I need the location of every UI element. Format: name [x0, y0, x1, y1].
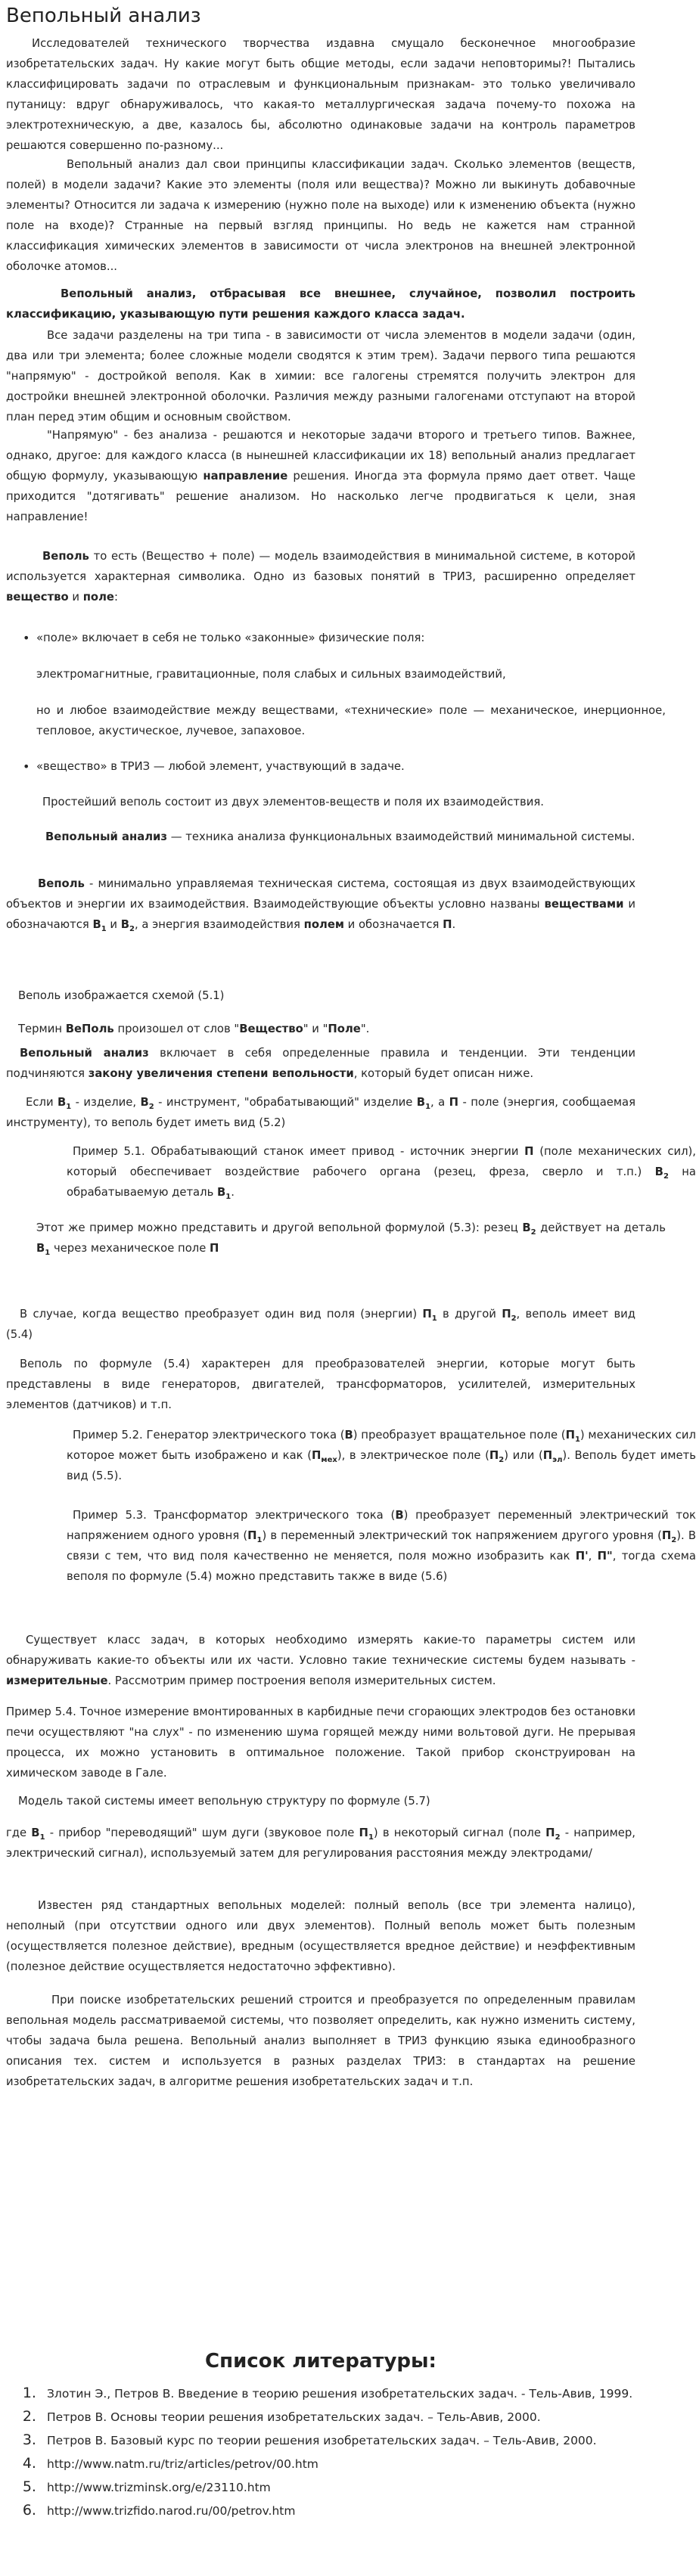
final-paragraph: При поиске изобретательских решений строится и преобразуется по определенным правилам вепольная модель рассматриваемой системы, что позволяет определить, как нужно изменить систему, чтобы задача была решена. Вепольный анализ выполняет в ТРИЗ функцию языка единообразного описания тех. систем и используется в разных разделах ТРИЗ: в стандартах на решение изобретательских задач, в алгоритме решения изобретательских задач и т.п.: [6, 1994, 635, 2088]
example-5-2: [6, 1425, 696, 1486]
example-5-1: [6, 1141, 696, 1203]
text-run: и обозначается: [343, 918, 443, 931]
intro-paragraph-2: Вепольный анализ дал свои принципы классификации задач. Сколько элементов (веществ, полей) в модели задачи? Какие это элементы (поля или вещества)? Можно ли выкинуть добавочные элементы? Относится ли задача к измерению (нужно поле на выходе) или к изменению объекта (нужно поле на входе)? Странные на первый взгляд принципы. Но ведь не кажется нам странной классификация химических элементов в зависимости от числа электронов на внешней электронной оболочке атомов...: [6, 158, 635, 273]
text-run: - инструмент, "обрабатывающий" изделие: [154, 1096, 417, 1109]
where-paragraph: [6, 1823, 635, 1864]
text-run: и: [106, 918, 121, 931]
text-run: Существует класс задач, в которых необходимо измерять какие-то параметры систем или обнаруживать какие-то объекты или их части. Условно такие технические системы будем называть -: [6, 1634, 635, 1667]
text-run: Пример 5.3. Трансформатор электрического тока (: [73, 1509, 396, 1522]
p2-symbol: [545, 1826, 561, 1842]
pel-symbol: [543, 1449, 563, 1462]
text-run: где: [6, 1826, 32, 1839]
field-list-line-3: но и любое взаимодействие между веществами, «технические» поле — механическое, инерционное, тепловое, акустическое, лучевое, запаховое.: [36, 704, 666, 737]
symbol-letter: B: [36, 1242, 45, 1255]
symbol-letter: B: [57, 1096, 67, 1109]
b1-symbol: [92, 918, 106, 931]
symbol-letter: B: [654, 1165, 663, 1178]
references-list: [6, 2382, 635, 2522]
p1-symbol: [422, 1308, 437, 1321]
symbol-letter: П: [422, 1308, 432, 1321]
text-run: :: [113, 591, 118, 604]
example-5-4: Пример 5.4. Точное измерение вмонтированных в карбидные печи сгорающих электродов без остановки печи осуществляют "на слух" - по изменению шума горящей между ними вольтовой дуги. Не прерывая процесса, их можно установить в оптимальное положение. Такой прибор сконструирован на химическом заводе в Гале.: [6, 1705, 635, 1780]
symbol-letter: П: [661, 1529, 672, 1542]
references-heading: Список литературы:: [205, 2350, 437, 2373]
list-item: [6, 756, 635, 777]
symbol-letter: П: [312, 1449, 322, 1462]
text-run: , а: [430, 1096, 449, 1109]
text-run: Этот же пример можно представить и другой вепольной формулой (5.3): резец: [36, 1221, 523, 1234]
b2-symbol: [141, 1096, 154, 1109]
substances-term: веществами: [544, 898, 624, 911]
text-run: то есть (Вещество + поле) — модель взаимодействия в минимальной системе, в которой используется характерная символика. Одно из базовых понятий в ТРИЗ, расширенно определяет: [6, 550, 635, 583]
substance-word: Вещество: [239, 1023, 303, 1035]
intro-paragraph-3-bold: Вепольный анализ, отбрасывая все внешнее, случайное, позволил построить классификацию, указывающую пути решения каждого класса задач.: [6, 287, 635, 321]
symbol-letter: B: [416, 1096, 426, 1109]
symbol-letter: B: [217, 1186, 226, 1199]
symbol-subscript: 2: [148, 1102, 154, 1111]
text-run: в другой: [437, 1308, 502, 1321]
text-run: и: [68, 591, 83, 604]
symbol-subscript: 2: [671, 1535, 677, 1544]
b1-symbol: [57, 1096, 71, 1109]
text-run: , веполь имеет вид (5.4): [6, 1308, 636, 1341]
symbol-letter: П: [489, 1449, 499, 1462]
b2-symbol: [522, 1221, 536, 1237]
text-run: .: [452, 918, 456, 931]
scheme-5-1: Веполь изображается схемой (5.1): [18, 989, 225, 1002]
text-run: и обозначаются: [6, 898, 635, 931]
text-run: - поле (энергия, сообщаемая инструменту), то веполь будет иметь вид (5.2): [6, 1096, 635, 1129]
law-term: закону увеличения степени вепольности: [88, 1067, 354, 1080]
symbol-letter: П: [359, 1826, 368, 1839]
symbol-subscript: 1: [66, 1102, 72, 1111]
text-run: - минимально управляемая техническая система, состоящая из двух взаимодействующих объектов и энергии их взаимодействия. Взаимодействующие объекты условно названы: [6, 877, 635, 911]
symbol-letter: B: [140, 1096, 149, 1109]
veopol-word: ВеПоль: [65, 1023, 114, 1035]
example-5-3: [6, 1505, 696, 1587]
page-title: Вепольный анализ: [6, 5, 201, 27]
text-run: ), в электрическое поле (: [337, 1449, 489, 1462]
term-origin: [6, 1019, 648, 1039]
text-run: ) преобразует вращательное поле (: [353, 1429, 566, 1442]
p-symbol: П: [524, 1145, 534, 1158]
field-term: полем: [303, 918, 344, 931]
substance-term: вещество: [6, 591, 69, 604]
b1-symbol: [217, 1186, 231, 1199]
symbol-letter: B: [92, 918, 101, 931]
p1-symbol: [247, 1529, 262, 1542]
reference-item: 3. Петров В. Базовый курс по теории решения изобретательских задач. – Тель-Авив, 2000.: [41, 2429, 635, 2452]
veopol-term: Веполь: [38, 877, 85, 890]
text-run: ). Веполь будет иметь вид (5.5).: [67, 1449, 696, 1482]
text-run: — техника анализа функциональных взаимодействий минимальной системы.: [167, 830, 635, 843]
veopol-definition-paragraph: [6, 546, 635, 607]
text-run: ). В связи с тем, что вид поля качественно не меняется, поля можно изобразить как: [67, 1529, 696, 1563]
text-run: включает в себя определенные правила и тенденции. Эти тенденции подчиняются: [6, 1047, 635, 1080]
symbol-subscript: 2: [555, 1833, 561, 1842]
example-5-1-formula-5-3: [6, 1218, 666, 1259]
standard-models: Известен ряд стандартных вепольных моделей: полный веполь (все три элемента налицо), неполный (при отсутствии одного или двух элементов). Полный веполь может быть полезным (осуществляется полезное действие), вредным (осуществляется вредное действие) и неэффективным (полезное действие осуществляется недостаточно эффективно).: [6, 1899, 635, 1973]
text-run: , тогда схема веполя по формуле (5.4) можно представить также в виде (5.6): [67, 1550, 696, 1583]
p-symbol: П: [449, 1096, 459, 1109]
b-symbol: B: [395, 1509, 404, 1522]
text-run: - прибор "переводящий" шум дуги (звуковое поле: [45, 1826, 359, 1839]
p2-symbol: [489, 1449, 504, 1462]
reference-link[interactable]: 6. http://www.trizfido.narod.ru/00/petrov.htm: [41, 2499, 635, 2522]
text-run: Если: [26, 1096, 57, 1109]
b1-symbol: [417, 1096, 430, 1109]
measure-paragraph: [6, 1630, 635, 1691]
intro-paragraph-1: Исследователей технического творчества издавна смущало бесконечное многообразие изобретательских задач. Ну какие могут быть общие методы, если задачи неповторимы?! Пытались классифицировать задачи по отраслевым и функциональным признакам- это только увеличивало путаницу: вдруг обнаруживалось, что какая-то металлургическая задача почему-то похожа на электротехническую, а две, казалось бы, абсолютно одинаковые задачи на контроль параметров решаются совершенно по-разному...: [6, 37, 635, 152]
p2-symbol: [502, 1308, 516, 1321]
b2-symbol: [654, 1165, 669, 1181]
b1-symbol: [36, 1242, 50, 1255]
symbol-subscript: эл: [552, 1455, 563, 1464]
symbol-letter: П: [545, 1826, 555, 1839]
veopol-system-definition: [6, 874, 635, 935]
intro-paragraph-4: Все задачи разделены на три типа - в зависимости от числа элементов в модели задачи (один, два или три элемента; более сложные модели сводятся к этим трем). Задачи первого типа решаются "напрямую" - достройкой веполя. Как в химии: все галогены стремятся получить электрон для достройки внешней электронной оболочки. Различия между разными галогенами отступают на второй план перед этим общим и основным свойством.: [6, 329, 635, 424]
text-run: (поле механических сил), который обеспечивает воздействие рабочего органа (резец, фреза, сверло и т.п.): [67, 1145, 696, 1178]
symbol-subscript: 1: [101, 924, 107, 933]
b2-symbol: [121, 918, 135, 931]
symbol-subscript: 2: [663, 1172, 669, 1181]
formula-5-4-paragraph: Веполь по формуле (5.4) характерен для преобразователей энергии, которые могут быть представлены в виде генераторов, двигателей, трансформаторов, усилителей, измерительных элементов (датчиков) и т.п.: [6, 1358, 635, 1411]
text-run: , который будет описан ниже.: [353, 1067, 534, 1080]
symbol-subscript: 1: [368, 1833, 374, 1842]
text-run: ) преобразует переменный электрический ток напряжением одного уровня (: [67, 1509, 696, 1542]
text-run: ) в некоторый сигнал (поле: [373, 1826, 546, 1839]
symbol-letter: П: [247, 1529, 257, 1542]
text-run: ".: [360, 1023, 370, 1035]
p-symbol: П: [443, 918, 452, 931]
text-run: . Рассмотрим пример построения веполя измерительных систем.: [107, 1674, 496, 1687]
text-run: - например, электрический сигнал), используемый затем для регулирования расстояния между электродами/: [6, 1826, 635, 1860]
reference-link[interactable]: 4. http://www.natm.ru/triz/articles/petrov/00.htm: [41, 2452, 635, 2475]
symbol-subscript: 2: [530, 1227, 536, 1237]
field-term: поле: [82, 591, 114, 604]
symbol-letter: П: [502, 1308, 511, 1321]
p-double-prime-symbol: П": [597, 1550, 613, 1563]
reference-link[interactable]: 5. http://www.trizminsk.org/e/23110.htm: [41, 2475, 635, 2499]
text-run: ) механических сил которое может быть изображено и как (: [67, 1429, 696, 1462]
text-run: ) в переменный электрический ток напряжением другого уровня (: [262, 1529, 662, 1542]
text-run: Пример 5.1. Обрабатывающий станок имеет привод - источник энергии: [73, 1145, 525, 1158]
symbol-subscript: 1: [45, 1248, 51, 1257]
symbol-letter: B: [120, 918, 130, 931]
simplest-veopol: Простейший веполь состоит из двух элементов-веществ и поля их взаимодействия.: [42, 796, 544, 808]
text-run: - изделие,: [71, 1096, 141, 1109]
text-run: ,: [588, 1550, 598, 1563]
symbol-subscript: 2: [129, 924, 135, 933]
reference-item: 1. Злотин Э., Петров В. Введение в теорию решения изобретательских задач. - Тель-Авив, 1999.: [41, 2382, 635, 2405]
text-run: "Напрямую" - без анализа - решаются и некоторые задачи второго и третьего типов. Важнее, однако, другое: для каждого класса (в нынешней классификации их 18) вепольный анализ предлагает общую формулу, указывающую: [6, 429, 635, 483]
text-run: В случае, когда вещество преобразует один вид поля (энергии): [20, 1308, 423, 1321]
symbol-letter: П: [542, 1449, 553, 1462]
p1-symbol: [359, 1826, 374, 1842]
transform-paragraph: [6, 1304, 635, 1345]
direction-bold: направление: [203, 470, 288, 483]
symbol-subscript: 1: [225, 1192, 231, 1201]
text-run: Термин: [18, 1023, 66, 1035]
text-run: ) или (: [504, 1449, 543, 1462]
if-paragraph: [6, 1092, 635, 1133]
list-item-text: «вещество» в ТРИЗ — любой элемент, участвующий в задаче.: [36, 760, 405, 773]
symbol-subscript: 2: [499, 1455, 505, 1464]
text-run: на обрабатываемую деталь: [67, 1165, 696, 1199]
pmech-symbol: [312, 1449, 337, 1462]
analysis-definition: [6, 827, 635, 847]
text-run: , а энергия взаимодействия: [135, 918, 304, 931]
text-run: .: [231, 1186, 235, 1199]
b1-symbol: [31, 1826, 45, 1842]
list-item: [6, 628, 635, 648]
field-word: Поле: [328, 1023, 361, 1035]
symbol-subscript: 1: [574, 1435, 580, 1444]
veopol-term: Веполь: [42, 550, 89, 563]
p1-symbol: [566, 1429, 580, 1442]
symbol-letter: B: [522, 1221, 531, 1234]
text-run: " и ": [303, 1023, 328, 1035]
b-symbol: B: [344, 1429, 353, 1442]
analysis-term: Вепольный анализ: [45, 830, 168, 843]
symbol-subscript: 1: [425, 1102, 431, 1111]
measuring-term: измерительные: [6, 1674, 108, 1687]
reference-item: 2. Петров В. Основы теории решения изобретательских задач. – Тель-Авив, 2000.: [41, 2405, 635, 2429]
substance-list: [6, 756, 635, 777]
model-5-7: Модель такой системы имеет вепольную структуру по формуле (5.7): [18, 1795, 430, 1808]
p2-symbol: [662, 1529, 676, 1542]
analysis-term: Вепольный анализ: [20, 1047, 149, 1060]
symbol-subscript: мех: [321, 1455, 337, 1464]
text-run: произошел от слов ": [113, 1023, 240, 1035]
analysis-rules: [6, 1043, 635, 1084]
text-run: действует на деталь: [536, 1221, 666, 1234]
symbol-subscript: 1: [39, 1833, 45, 1842]
intro-paragraph-5: [6, 425, 635, 527]
symbol-subscript: 1: [256, 1535, 263, 1544]
list-item-text: «поле» включает в себя не только «законные» физические поля:: [36, 632, 425, 644]
field-list-line-2: электромагнитные, гравитационные, поля слабых и сильных взаимодействий,: [36, 668, 506, 681]
field-list: [6, 628, 635, 648]
p-symbol: П: [210, 1242, 219, 1255]
symbol-letter: П: [565, 1429, 575, 1442]
symbol-letter: B: [31, 1826, 40, 1839]
symbol-subscript: 1: [431, 1314, 437, 1323]
text-run: через механическое поле: [50, 1242, 210, 1255]
symbol-subscript: 2: [511, 1314, 517, 1323]
text-run: Пример 5.2. Генератор электрического тока (: [73, 1429, 345, 1442]
text-run: решения. Иногда эта формула прямо дает ответ. Чаще приходится "дотягивать" решение анализом. Но насколько легче продвигаться к цели, зная направление!: [6, 470, 635, 523]
p-prime-symbol: П': [575, 1550, 589, 1563]
